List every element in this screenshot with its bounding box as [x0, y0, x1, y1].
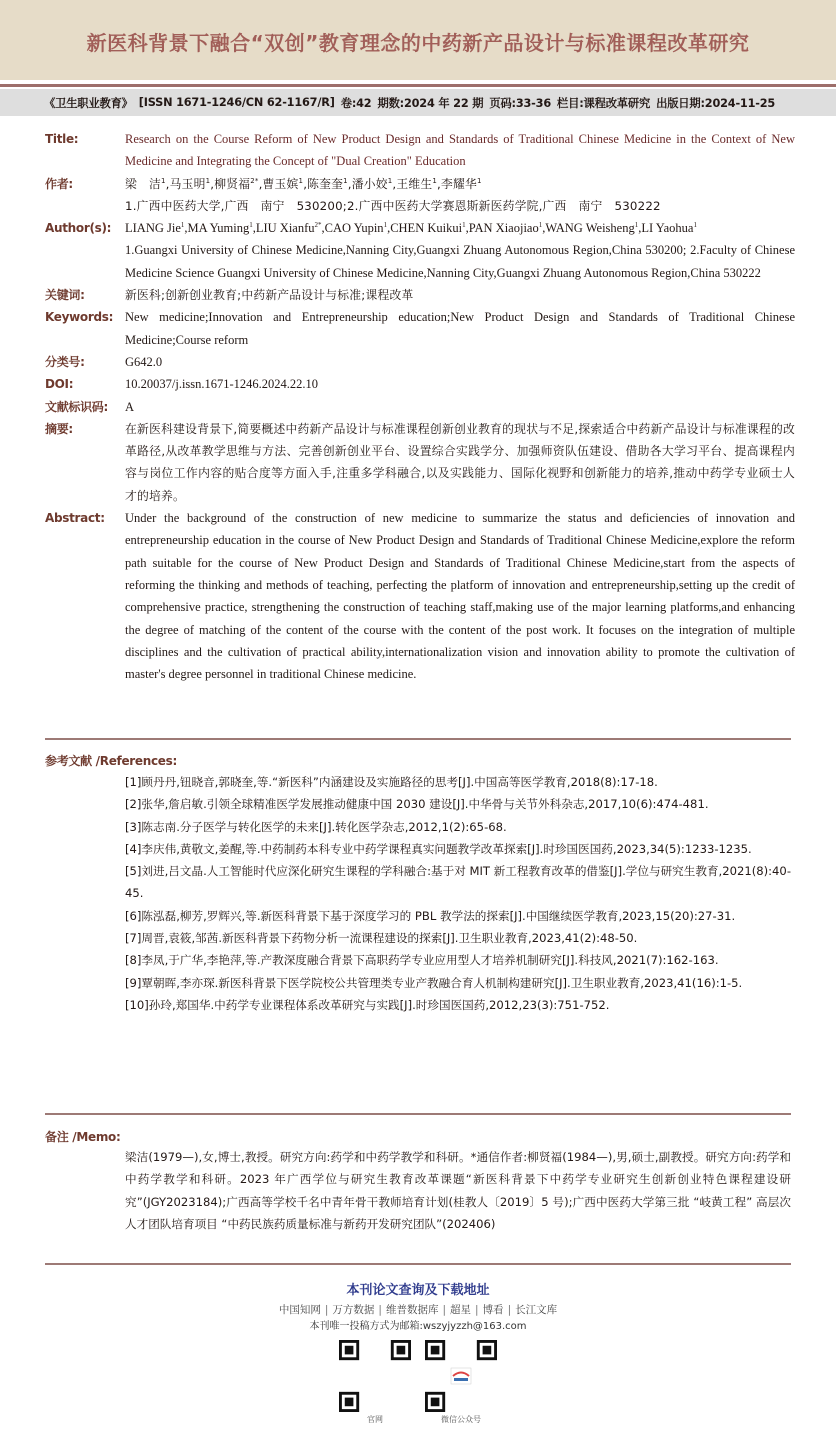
separator: |: [324, 1304, 329, 1316]
affiliation-marker: 1: [298, 176, 304, 185]
page-title: 新医科背景下融合“双创”教育理念的中药新产品设计与标准课程改革研究: [86, 30, 750, 55]
affiliation-marker: 1: [462, 221, 466, 230]
affiliation-marker: 1: [249, 221, 253, 230]
reference-item: [6]陈泓磊,柳芳,罗辉兴,等.新医科背景下基于深度学习的 PBL 教学法的探索[J].中国继续医学教育,2023,15(20):27-31.: [125, 908, 736, 923]
affiliation-marker: 1: [432, 176, 438, 185]
wechat-qr: [425, 1340, 497, 1425]
memo-text: 梁洁(1979—),女,博士,教授。研究方向:药学和中药学教学和科研。*通信作者:柳贤福(1984—),男,硕士,副教授。研究方向:药学和中药学教学和科研。2023 年广西学位与研究生教育改革课题“新医科背景下中药学专业研究生创新创业特色课程建设研究”(JGY2023184);广西高等学校千名中青年骨干教师培育计划(桂教人〔2019〕5 号);广西中医药大学第三批 “岐黄工程” 高层次人才团队培育项目 “中药民族药质量标准与新药开发研究团队”(202406): [125, 1150, 791, 1231]
separator: |: [378, 1304, 382, 1316]
author-name: 潘小姣: [351, 176, 388, 191]
separator: |: [507, 1304, 512, 1316]
reference-item: [9]覃朝晖,李亦琛.新医科背景下医学院校公共管理类专业产教融合育人机制构建研究[J].卫生职业教育,2023,41(16):1-5.: [125, 975, 743, 990]
memo-divider: [45, 1113, 791, 1115]
author-name: LIANG Jie: [125, 221, 181, 236]
database-link[interactable]: 中国知网: [278, 1304, 321, 1316]
author-name: 马玉明: [169, 176, 206, 191]
affiliation-marker: 1: [180, 221, 185, 230]
database-link[interactable]: 维普数据库: [385, 1304, 439, 1316]
database-link[interactable]: 博看: [482, 1304, 504, 1316]
author-name: 陈奎奎: [307, 176, 344, 191]
abstract-en-label: Abstract:: [45, 511, 105, 526]
classification-label: 分类号:: [45, 354, 85, 369]
database-list: [0, 1302, 836, 1319]
article-metadata: [45, 128, 795, 685]
affiliation-marker: 1: [205, 176, 211, 185]
doi-value[interactable]: 10.20037/j.issn.1671-1246.2024.22.10: [125, 377, 319, 392]
doi-label: DOI:: [45, 377, 74, 392]
authors-cn-row: [45, 173, 795, 218]
keywords-cn-label: 关键词:: [45, 288, 85, 303]
separator: |: [475, 1304, 479, 1316]
affiliations-en: 1.Guangxi University of Chinese Medicine,Nanning City,Guangxi Zhuang Autonomous Region,China 530200; 2.Faculty of Chinese Medicine Science Guangxi University of Chinese Medicine,Nanning City,Guangxi Zhuang Autonomous Region,China 530222: [125, 243, 795, 280]
author-name: CAO Yupin: [324, 221, 384, 236]
references-divider: [45, 738, 791, 740]
abstract-cn-row: [45, 418, 795, 507]
affiliation-marker: 1: [538, 221, 543, 230]
keywords-en: New medicine;Innovation and Entrepreneurship education;New Product Design and Standards of Traditional Chinese Medicine;Course reform: [125, 310, 795, 347]
pages: 页码:33-36: [489, 96, 551, 110]
database-link[interactable]: 超星: [450, 1304, 472, 1316]
header-divider: [0, 84, 836, 87]
column: 栏目:课程改革研究: [557, 96, 651, 110]
footer: [0, 1282, 836, 1425]
authors-en: LIANG Jie$^1$,MA Yuming$^1$,LIU Xianfu$^{2*}$,CAO Yupin$^1$,CHEN Kuikui$^1$,PAN Xiaojiao$^1$,WANG Weisheng$^1$,LI Yaohua$^1$: [125, 221, 697, 236]
affiliation-marker: 2*: [314, 221, 322, 230]
classification-row: [45, 351, 795, 373]
volume: 卷:42: [340, 96, 372, 110]
keywords-en-row: [45, 306, 795, 351]
keywords-cn-row: [45, 284, 795, 306]
affiliation-marker: 1: [476, 176, 482, 185]
authors-cn-label: 作者:: [45, 176, 73, 191]
affiliation-marker: 1: [693, 221, 697, 230]
abstract-en-row: [45, 507, 795, 685]
memo-heading: 备注 /Memo:: [45, 1130, 121, 1144]
qr-code-icon: [339, 1340, 411, 1412]
memo-bottom-divider: [45, 1263, 791, 1265]
abstract-cn-label: 摘要:: [45, 421, 73, 436]
doi-row: [45, 373, 795, 395]
author-name: 李耀华: [440, 176, 477, 191]
author-name: WANG Weisheng: [545, 221, 635, 236]
authors-en-label: Author(s):: [45, 221, 112, 236]
reference-item: [8]李凤,于广华,李艳萍,等.产教深度融合背景下高职药学专业应用型人才培养机制研究[J].科技风,2021(7):162-163.: [125, 953, 719, 968]
journal-name: 《卫生职业教育》: [44, 96, 133, 110]
footer-title: 本刊论文查询及下载地址: [346, 1283, 490, 1298]
reference-item: [1]顾丹丹,钮晓音,郭晓奎,等.“新医科”内涵建设及实施路径的思考[J].中国高等医学教育,2018(8):17-18.: [125, 775, 658, 789]
title-row: [45, 128, 795, 173]
header-band: [0, 0, 836, 80]
author-name: 王维生: [396, 176, 433, 191]
reference-item: [5]刘进,吕文晶.人工智能时代应深化研究生课程的学科融合:基于对 MIT 新工程教育改革的借鉴[J].学位与研究生教育,2021(8):40-45.: [125, 864, 791, 901]
author-name: PAN Xiaojiao: [468, 221, 539, 236]
author-name: 梁 洁: [125, 176, 161, 191]
doc-code-value: A: [125, 399, 135, 414]
author-name: LI Yaohua: [641, 221, 694, 236]
publication-date: 出版日期:2024-11-25: [656, 96, 776, 110]
title-label: Title:: [45, 132, 79, 146]
author-name: 柳贤福: [214, 176, 251, 191]
keywords-en-label: Keywords:: [45, 310, 114, 325]
affiliation-marker: 1: [343, 176, 348, 185]
author-name: LIU Xianfu: [255, 221, 315, 236]
reference-item: [2]张华,詹启敏.引领全球精准医学发展推动健康中国 2030 建设[J].中华骨与关节外科杂志,2017,10(6):474-481.: [125, 797, 709, 812]
english-title: Research on the Course Reform of New Product Design and Standards of Traditional Chinese Medicine in the Context of New Medicine and Integrating the Concept of "Dual Creation" Education: [125, 132, 795, 169]
website-qr: [339, 1340, 411, 1425]
reference-item: [3]陈志南.分子医学与转化医学的未来[J].转化医学杂志,2012,1(2):65-68.: [125, 819, 507, 834]
author-name: 曹玉嫔: [262, 176, 299, 191]
doc-code-row: [45, 396, 795, 418]
citation-info-bar: [0, 89, 836, 116]
reference-item: [7]周晋,袁筱,邹茜.新医科背景下药物分析一流课程建设的探索[J].卫生职业教育,2023,41(2):48-50.: [125, 931, 638, 946]
abstract-en: Under the background of the construction of new medicine to summarize the status and deficiencies of innovation and entrepreneurship education in the course of New Product Design and Standards of Traditional Chinese Medicine,explore the reform path suitable for the course of New Product Design and Standards of Traditional Chinese Medicine,start from the aspects of reforming the thinking and methods of teaching, perfecting the platform of innovation and entrepreneurship,setting up the credit of comprehensive practice, strengthening the construction of teaching staff,making use of the major learning platforms,and enhancing the degree of matching of the content of the course with the content of the post work. It focuses on the integration of multiple disciplines and the cultivation of practical ability,internationalization vision and innovation ability to promote the cultivation of master's degree personnel in traditional Chinese medicine.: [125, 511, 795, 682]
database-link[interactable]: 长江文库: [515, 1304, 558, 1316]
affiliation-marker: 1: [383, 221, 388, 230]
keywords-cn: 新医科;创新创业教育;中药新产品设计与标准;课程改革: [125, 288, 414, 303]
issn: [ISSN 1671-1246/CN 62-1167/R]: [138, 96, 335, 109]
references-heading: 参考文献 /References:: [45, 754, 177, 768]
doc-code-label: 文献标识码:: [45, 399, 108, 414]
affiliations-cn: 1.广西中医药大学,广西 南宁 530200;2.广西中医药大学赛恩斯新医药学院,广西 南宁 530222: [125, 198, 661, 213]
qr-code-icon: [425, 1340, 497, 1412]
issue: 期数:2024 年 22 期: [377, 96, 484, 110]
qr-caption: 官网: [367, 1415, 383, 1424]
database-link[interactable]: 万方数据: [332, 1304, 375, 1316]
affiliation-marker: 1: [161, 176, 166, 185]
affiliation-marker: 2*: [250, 176, 259, 185]
qr-code-row: [0, 1340, 836, 1425]
separator: |: [442, 1304, 447, 1316]
affiliation-marker: 1: [634, 221, 639, 230]
author-name: MA Yuming: [187, 221, 250, 236]
classification-number: G642.0: [125, 354, 163, 369]
abstract-cn: 在新医科建设背景下,简要概述中药新产品设计与标准课程创新创业教育的现状与不足,探索适合中药新产品设计与标准课程的改革路径,从改革教学思维与方法、完善创新创业平台、设置综合实践学分、加强师资队伍建设、借助各大学习平台、提高课程内容与岗位工作内容的贴合度等方面入手,注重多学科融合,以及实践能力、国际化视野和创新能力的培养,推动中药学专业硕士人才的培养。: [125, 421, 795, 503]
authors-cn: 梁 洁$^1$,马玉明$^1$,柳贤福$^{2*}$,曹玉嫔$^1$,陈奎奎$^1$,潘小姣$^1$,王维生$^1$,李耀华$^1$: [125, 176, 482, 191]
reference-item: [4]李庆伟,黄敬文,姜醒,等.中药制药本科专业中药学课程真实问题教学改革探索[J].时珍国医国药,2023,34(5):1233-1235.: [125, 841, 752, 856]
references-list: [125, 771, 791, 1016]
qr-caption: 微信公众号: [441, 1415, 481, 1424]
authors-en-row: [45, 217, 795, 284]
affiliation-marker: 1: [387, 176, 393, 185]
submission-email: 本刊唯一投稿方式为邮箱:wszyjyzzh@163.com: [309, 1321, 527, 1332]
reference-item: [10]孙玲,郑国华.中药学专业课程体系改革研究与实践[J].时珍国医国药,2012,23(3):751-752.: [125, 997, 610, 1012]
author-name: CHEN Kuikui: [390, 221, 463, 236]
